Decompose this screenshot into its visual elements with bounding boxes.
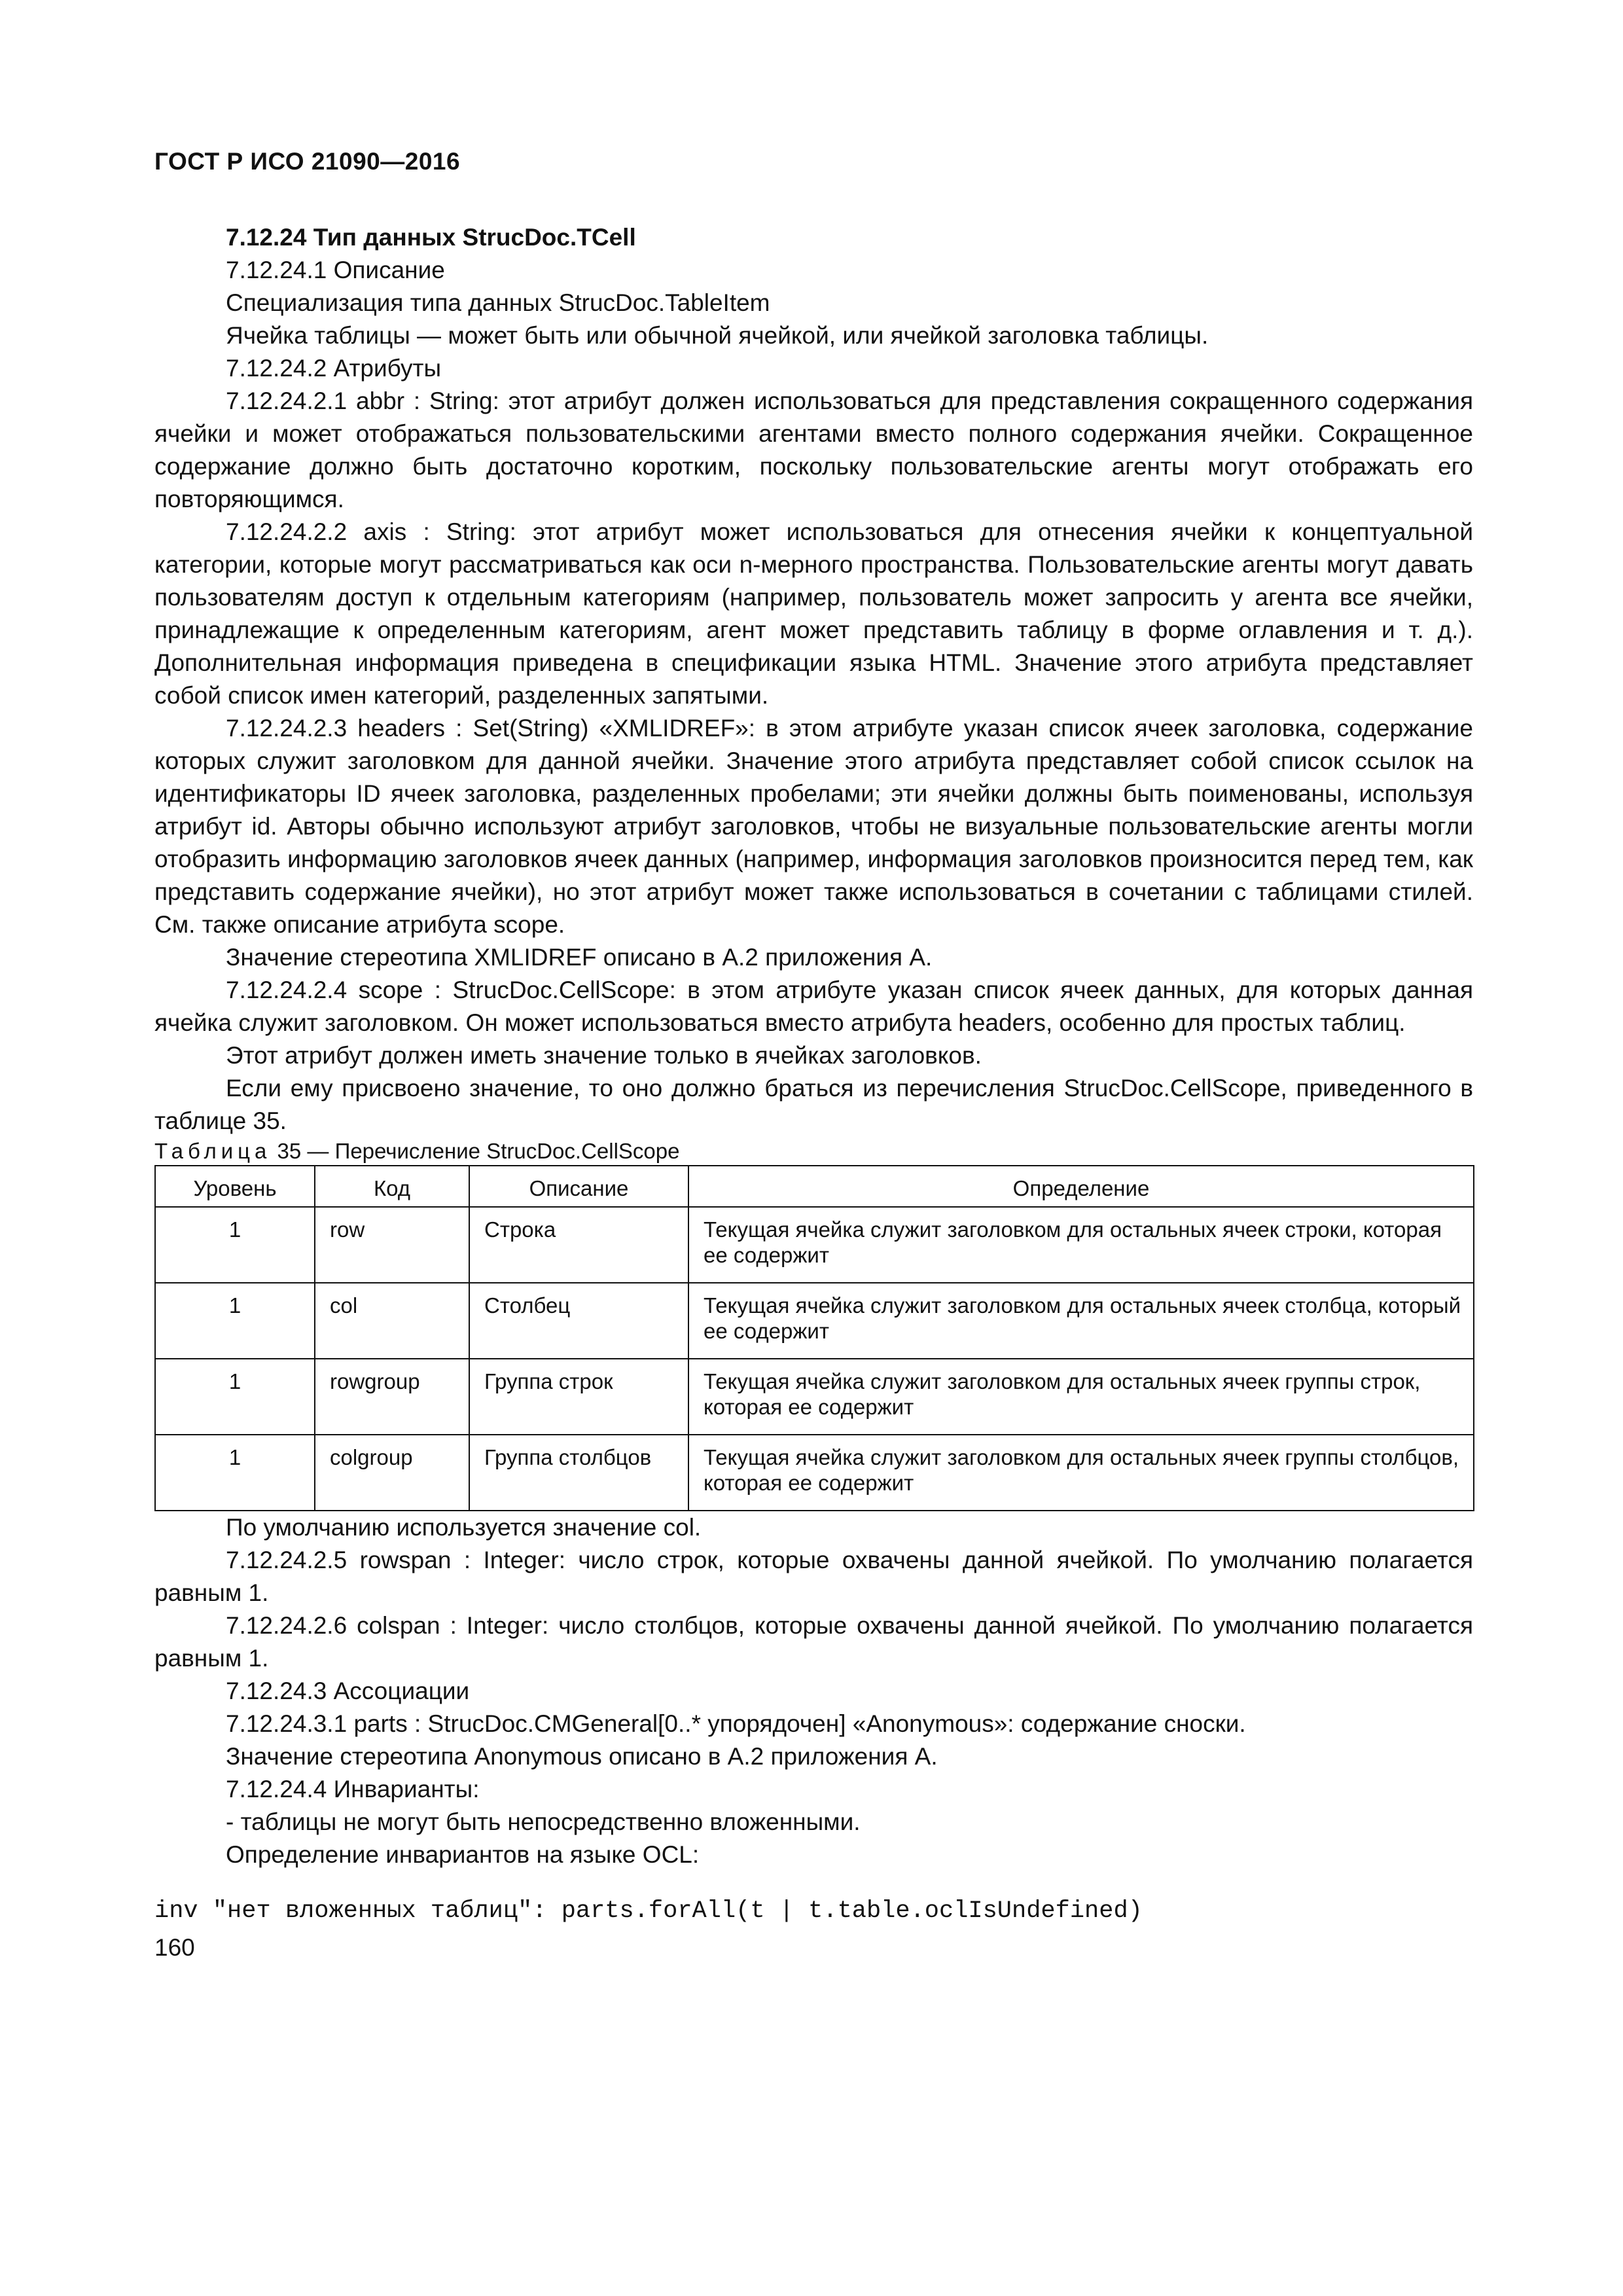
paragraph-headers: 7.12.24.2.3 headers : Set(String) «XMLIDREF»: в этом атрибуте указан список ячеек заголовка, содержание которых служит заголовком для данной ячейки. Значение этого атрибута представляет собой список ссылок на идентификаторы ID ячеек заголовка, разделенных пробелами; эти ячейки должны быть поименованы, используя атрибут id. Авторы обычно используют атрибут заголовков, чтобы не визуальные пользовательские агенты могли отобразить информацию заголовков ячеек данных (например, информация заголовков произносится перед тем, как представить содержание ячейки), но этот атрибут может также использоваться в сочетании с таблицами стилей. См. также описание атрибута scope. (154, 715, 1473, 938)
section-heading: 7.12.24 Тип данных StrucDoc.TCell (226, 224, 636, 251)
paragraph-default-value: По умолчанию используется значение col. (226, 1514, 702, 1541)
paragraph-abbr: 7.12.24.2.1 abbr : String: этот атрибут должен использоваться для представления сокращенного содержания ячейки и может отображаться пользовательскими агентами вместо полного содержания ячейки. Сокращенное содержание должно быть достаточно коротким, поскольку пользовательские агенты могут отображать его повторяющимся. (154, 387, 1473, 512)
cell-level: 1 (155, 1435, 315, 1511)
column-header-code: Код (315, 1166, 469, 1207)
cell-description: Строка (469, 1207, 688, 1283)
cell-definition: Текущая ячейка служит заголовком для остальных ячеек группы столбцов, которая ее содержит (688, 1435, 1474, 1511)
table-caption-label: Таблица (154, 1139, 272, 1163)
column-header-level: Уровень (155, 1166, 315, 1207)
cell-description: Группа столбцов (469, 1435, 688, 1511)
page-content (154, 221, 1473, 1964)
ocl-code-line: inv "нет вложенных таблиц": parts.forAll(t | t.table.oclIsUndefined) (154, 1897, 1143, 1925)
table-caption (154, 1138, 1473, 1165)
paragraph-parts: 7.12.24.3.1 parts : StrucDoc.CMGeneral[0..* упорядочен] «Anonymous»: содержание сноски. (226, 1710, 1246, 1737)
paragraph-anonymous: Значение стереотипа Anonymous описано в А.2 приложения А. (226, 1743, 938, 1770)
paragraph-colspan: 7.12.24.2.6 colspan : Integer: число столбцов, которые охвачены данной ячейкой. По умолчанию полагается равным 1. (154, 1612, 1473, 1672)
table-row (155, 1359, 1474, 1435)
cell-description: Группа строк (469, 1359, 688, 1435)
cell-code: rowgroup (315, 1359, 469, 1435)
cell-code: col (315, 1283, 469, 1359)
column-header-definition: Определение (688, 1166, 1474, 1207)
page-number: 160 (154, 1934, 195, 1961)
table-row (155, 1283, 1474, 1359)
cell-code: colgroup (315, 1435, 469, 1511)
subsection-invariants-title: 7.12.24.4 Инварианты: (226, 1776, 480, 1803)
paragraph-enumeration: Если ему присвоено значение, то оно должно браться из перечисления StrucDoc.CellScope, приведенного в таблице 35. (154, 1075, 1473, 1134)
subsection-associations-title: 7.12.24.3 Ассоциации (226, 1677, 470, 1704)
cell-level: 1 (155, 1207, 315, 1283)
invariant-list-item: - таблицы не могут быть непосредственно вложенными. (226, 1808, 861, 1835)
table-row (155, 1207, 1474, 1283)
paragraph-rowspan: 7.12.24.2.5 rowspan : Integer: число строк, которые охвачены данной ячейкой. По умолчанию полагается равным 1. (154, 1547, 1473, 1606)
table-row (155, 1435, 1474, 1511)
cell-level: 1 (155, 1359, 315, 1435)
cell-code: row (315, 1207, 469, 1283)
column-header-description: Описание (469, 1166, 688, 1207)
cell-level: 1 (155, 1283, 315, 1359)
paragraph-cell-definition: Ячейка таблицы — может быть или обычной ячейкой, или ячейкой заголовка таблицы. (226, 322, 1209, 349)
table-header-row (155, 1166, 1474, 1207)
paragraph-axis: 7.12.24.2.2 axis : String: этот атрибут может использоваться для отнесения ячейки к концептуальной категории, которые могут рассматриваться как оси n-мерного пространства. Пользовательские агенты могут давать пользователям доступ к отдельным категориям (например, пользователь может запросить у агента все ячейки, принадлежащие к определенным категориям, агент может представить таблицу в форме оглавления и т. д.). Дополнительная информация приведена в спецификации языка HTML. Значение этого атрибута представляет собой список имен категорий, разделенных запятыми. (154, 518, 1473, 709)
cell-definition: Текущая ячейка служит заголовком для остальных ячеек строки, которая ее содержит (688, 1207, 1474, 1283)
cellscope-table (154, 1165, 1474, 1511)
paragraph-only-headers: Этот атрибут должен иметь значение только в ячейках заголовков. (226, 1042, 982, 1069)
subsection-description-title: 7.12.24.1 Описание (226, 257, 445, 283)
document-standard-header: ГОСТ Р ИСО 21090—2016 (154, 148, 461, 175)
cell-definition: Текущая ячейка служит заголовком для остальных ячеек группы строк, которая ее содержит (688, 1359, 1474, 1435)
cell-definition: Текущая ячейка служит заголовком для остальных ячеек столбца, который ее содержит (688, 1283, 1474, 1359)
paragraph-ocl-definition: Определение инвариантов на языке OCL: (226, 1841, 700, 1868)
cell-description: Столбец (469, 1283, 688, 1359)
subsection-attributes-title: 7.12.24.2 Атрибуты (226, 355, 442, 382)
paragraph-xmlidref: Значение стереотипа XMLIDREF описано в А.2 приложения А. (226, 944, 933, 971)
paragraph-specialization: Специализация типа данных StrucDoc.TableItem (226, 289, 770, 316)
paragraph-scope: 7.12.24.2.4 scope : StrucDoc.CellScope: в этом атрибуте указан список ячеек данных, для которых данная ячейка служит заголовком. Он может использоваться вместо атрибута headers, особенно для простых таблиц. (154, 977, 1473, 1036)
table-caption-text: 35 — Перечисление StrucDoc.CellScope (271, 1139, 680, 1163)
